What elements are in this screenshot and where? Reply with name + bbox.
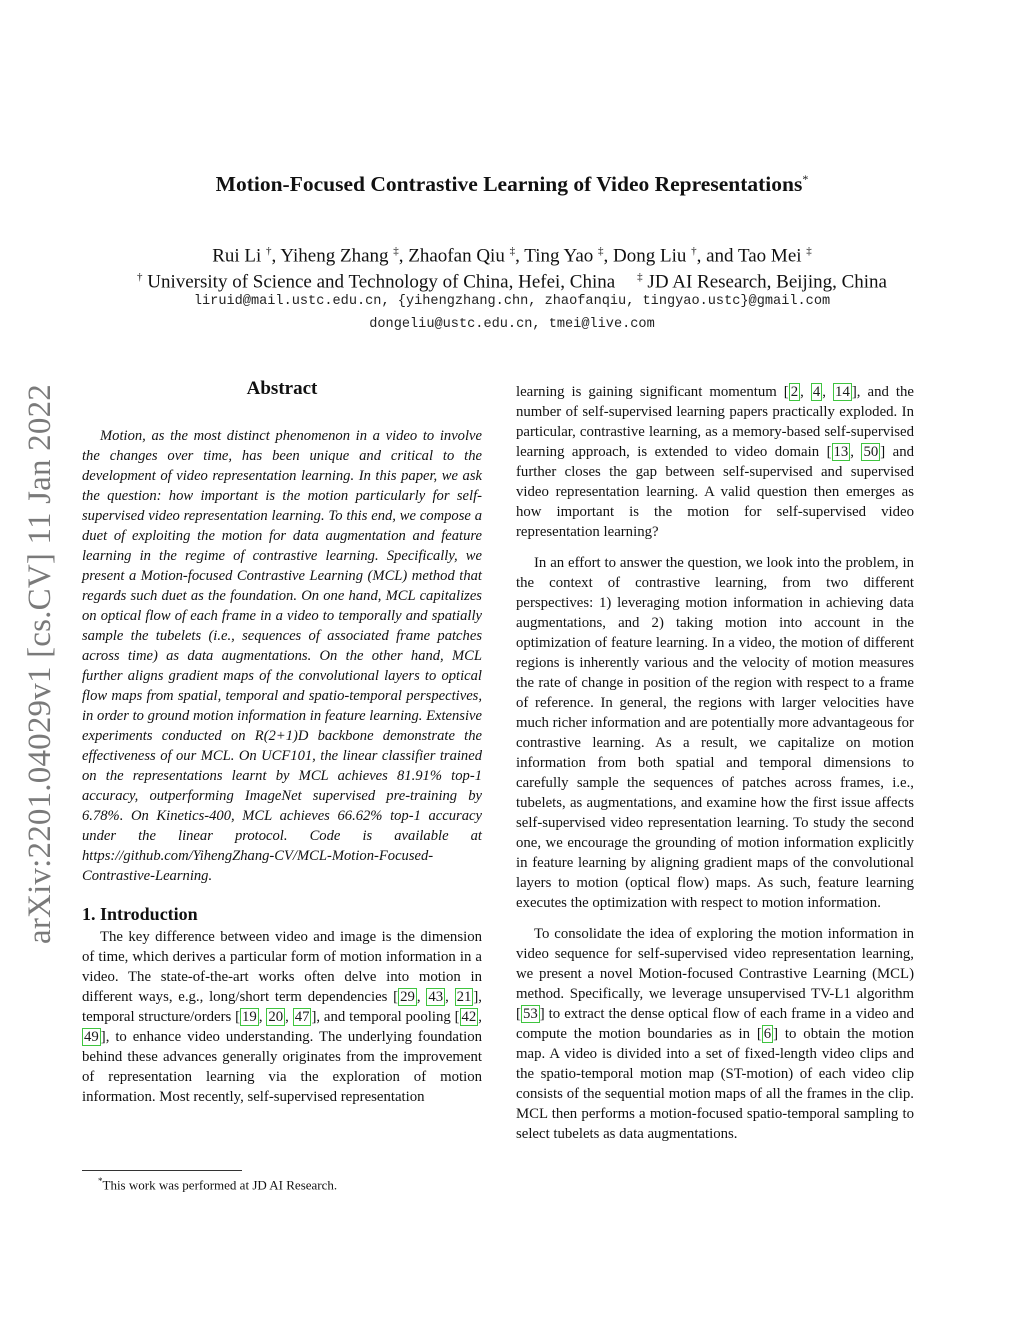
section-heading-introduction: 1. Introduction: [82, 904, 198, 924]
citation-link[interactable]: 19: [242, 1009, 257, 1025]
citation-link[interactable]: 47: [294, 1009, 310, 1025]
affiliations: [0, 264, 1024, 295]
text-run: ] to obtain the motion map. A video is divided into a set of fixed-length video clips and the spatio-temporal motion map (ST-motion) of each video clip consists of the sequential motion maps of all the frames in the clip. MCL then performs a motion-focused spatio-temporal sampling to select tubelets as data augmentations.: [516, 1026, 914, 1142]
affiliation-mark: †: [137, 271, 143, 283]
citation-link[interactable]: 13: [833, 444, 849, 460]
affiliation-mark: ‡: [637, 271, 643, 283]
email-line-2: dongeliu@ustc.edu.cn, tmei@live.com: [369, 317, 655, 332]
author: Rui Li: [212, 245, 262, 267]
citation-link[interactable]: 50: [863, 444, 879, 460]
author-mark: †: [266, 245, 272, 257]
affiliation: University of Science and Technology of China, Hefei, China: [147, 271, 616, 293]
citation-link[interactable]: 2: [790, 384, 799, 400]
abstract-body: Motion, as the most distinct phenomenon in a video to involve the changes over time, has been unique and critical to the development of video representation learning. In this paper, we ask the question: how important is the motion particularly for self-supervised video representation learning. To this end, we compose a duet of exploiting the motion for data augmentation and feature learning in the regime of contrastive learning. Specifically, we present a Motion-focused Contrastive Learning (MCL) method that regards such duet as the foundation. On one hand, MCL capitalizes on optical flow of each frame in a video to temporally and spatially sample the tubelets (i.e., sequences of associated frame patches across time) as data augmentations. On the other hand, MCL further aligns gradient maps of the convolutional layers to optical flow maps from spatial, temporal and spatio-temporal perspectives, in order to ground motion information in feature learning. Extensive experiments conducted on R(2+1)D backbone demonstrate the effectiveness of our MCL. On UCF101, the linear classifier trained on the representations learnt by MCL achieves 81.91% top-1 accuracy, outperforming ImageNet supervised pre-training by 6.78%. On Kinetics-400, MCL achieves 66.62% top-1 accuracy under the linear protocol. Code is available at https://github.com/YihengZhang-CV/MCL-Motion-Focused-Contrastive-Learning.: [82, 428, 482, 884]
title-footnote-mark: *: [802, 172, 809, 186]
footnote: [98, 1176, 337, 1193]
intro-paragraph-1: The key difference between video and image is the dimension of time, which derives a particular form of motion information in a video. The state-of-the-art works often delve into motion in different ways, e.g., long/short term dependencies [ 29 , 43 , 21 ], temporal structure/orders [ 19 , 20 , 47 ], and temporal pooling [ 42 , 49 ], to enhance video understanding. The underlying foundation behind these advances generally originates from the improvement of representation learning via the exploration of motion information. Most recently, self-supervised representation: [82, 929, 482, 1105]
text-run: ] to extract the dense optical flow of each frame in a video and compute the motion boundaries as in [: [516, 1006, 914, 1042]
author: Zhaofan Qiu: [408, 245, 505, 267]
intro-paragraph-3: [516, 924, 914, 1144]
email-line-1: liruid@mail.ustc.edu.cn, {yihengzhang.chn, zhaofanqiu, tingyao.ustc}@gmail.com: [193, 294, 831, 309]
text-run: To consolidate the idea of exploring the motion information in video sequence for self-supervised video representation learning, we present a novel Motion-focused Contrastive Learning (MCL) method. Specifically, we leverage unsupervised TV-L1 algorithm [: [516, 926, 914, 1022]
citation-link[interactable]: 49: [84, 1029, 99, 1045]
citation-link[interactable]: 4: [812, 384, 821, 400]
author: Dong Liu: [613, 245, 687, 267]
citation-link[interactable]: 14: [835, 384, 850, 400]
text-run: ], temporal structure/orders [: [82, 989, 482, 1025]
citation-link[interactable]: 21: [456, 989, 472, 1005]
text-run: The key difference between video and image is the dimension of time, which derives a particular form of motion information in a video. The state-of-the-art works often delve into motion in different ways, e.g., long/short term dependencies [: [82, 929, 482, 1005]
text-run: ] and further closes the gap between self-supervised and supervised video representation learning. A valid question then emerges as how important is the motion for self-supervised video representation learning?: [516, 444, 914, 540]
footnote-mark: *: [98, 1176, 103, 1186]
text-run: ], and temporal pooling [: [311, 1009, 460, 1025]
citation-link[interactable]: 43: [428, 989, 444, 1005]
arxiv-identifier: arXiv:2201.04029v1 [cs.CV] 11 Jan 2022: [22, 384, 58, 944]
author-mark: ‡: [598, 245, 604, 257]
author: Ting Yao: [524, 245, 594, 267]
author: Yiheng Zhang: [280, 245, 389, 267]
right-column: [516, 382, 914, 1144]
affiliation: JD AI Research, Beijing, China: [647, 271, 887, 293]
author-list: Rui Li †, Yiheng Zhang ‡, Zhaofan Qiu ‡, Ting Yao ‡, Dong Liu †, and Tao Mei ‡: [212, 245, 812, 267]
footnote-rule: [82, 1170, 242, 1171]
citation-link[interactable]: 6: [763, 1026, 772, 1042]
text-run: learning is gaining significant momentum [: [516, 384, 789, 400]
text-run: ], and the number of self-supervised learning papers practically exploded. In particular, contrastive learning, as a memory-based self-supervised learning approach, is extended to video domain [: [516, 384, 914, 460]
author: Tao Mei: [737, 245, 802, 267]
paper-title: [0, 172, 1024, 197]
citation-link[interactable]: 42: [461, 1009, 477, 1025]
citation-link[interactable]: 53: [522, 1006, 538, 1022]
footnote-text: This work was performed at JD AI Research.: [102, 1177, 338, 1193]
text-run: ,: [822, 384, 834, 400]
intro-paragraph-2: In an effort to answer the question, we look into the problem, in the context of contrastive learning, from two different perspectives: 1) leveraging motion information in achieving data augmentations, and 2) taking motion into account in the optimization of feature learning. In a video, the motion of different regions is inherently various and the velocity of motion measures the rate of change in position of the region with respect to a frame of reference. In general, the regions with larger velocities have much richer information and are potentially more advantageous for contrastive learning. As a result, we capitalize on motion information from both spatial and temporal dimensions to carefully sample the sequences of patches across frames, i.e., tubelets, as augmentations, and examine how the first issue affects self-supervised video representation learning. To study the second one, we encourage the grounding of motion information explicitly in feature learning by aligning gradient maps of the convolutional layers to motion (optical flow) maps. As such, feature learning executes the optimization with respect to motion information.: [516, 555, 914, 911]
left-column: [82, 378, 482, 1107]
text-run-continued: ], to enhance video understanding. The underlying foundation behind these advances generally originates from the improvement of representation learning via the exploration of motion information. Most recently, self-supervised representation: [82, 1029, 482, 1105]
title-text: Motion-Focused Contrastive Learning of Video Representations: [215, 172, 803, 197]
author-mark: ‡: [806, 245, 812, 257]
author-mark: †: [691, 245, 697, 257]
citation-link[interactable]: 29: [400, 989, 415, 1005]
citation-link[interactable]: 20: [268, 1009, 284, 1025]
intro-paragraph-1-continued: [516, 382, 914, 542]
author-mark: ‡: [393, 245, 399, 257]
abstract-heading: Abstract: [246, 378, 318, 399]
text-run: ,: [800, 384, 811, 400]
author-mark: ‡: [509, 245, 516, 257]
text-run: ,: [850, 444, 862, 460]
